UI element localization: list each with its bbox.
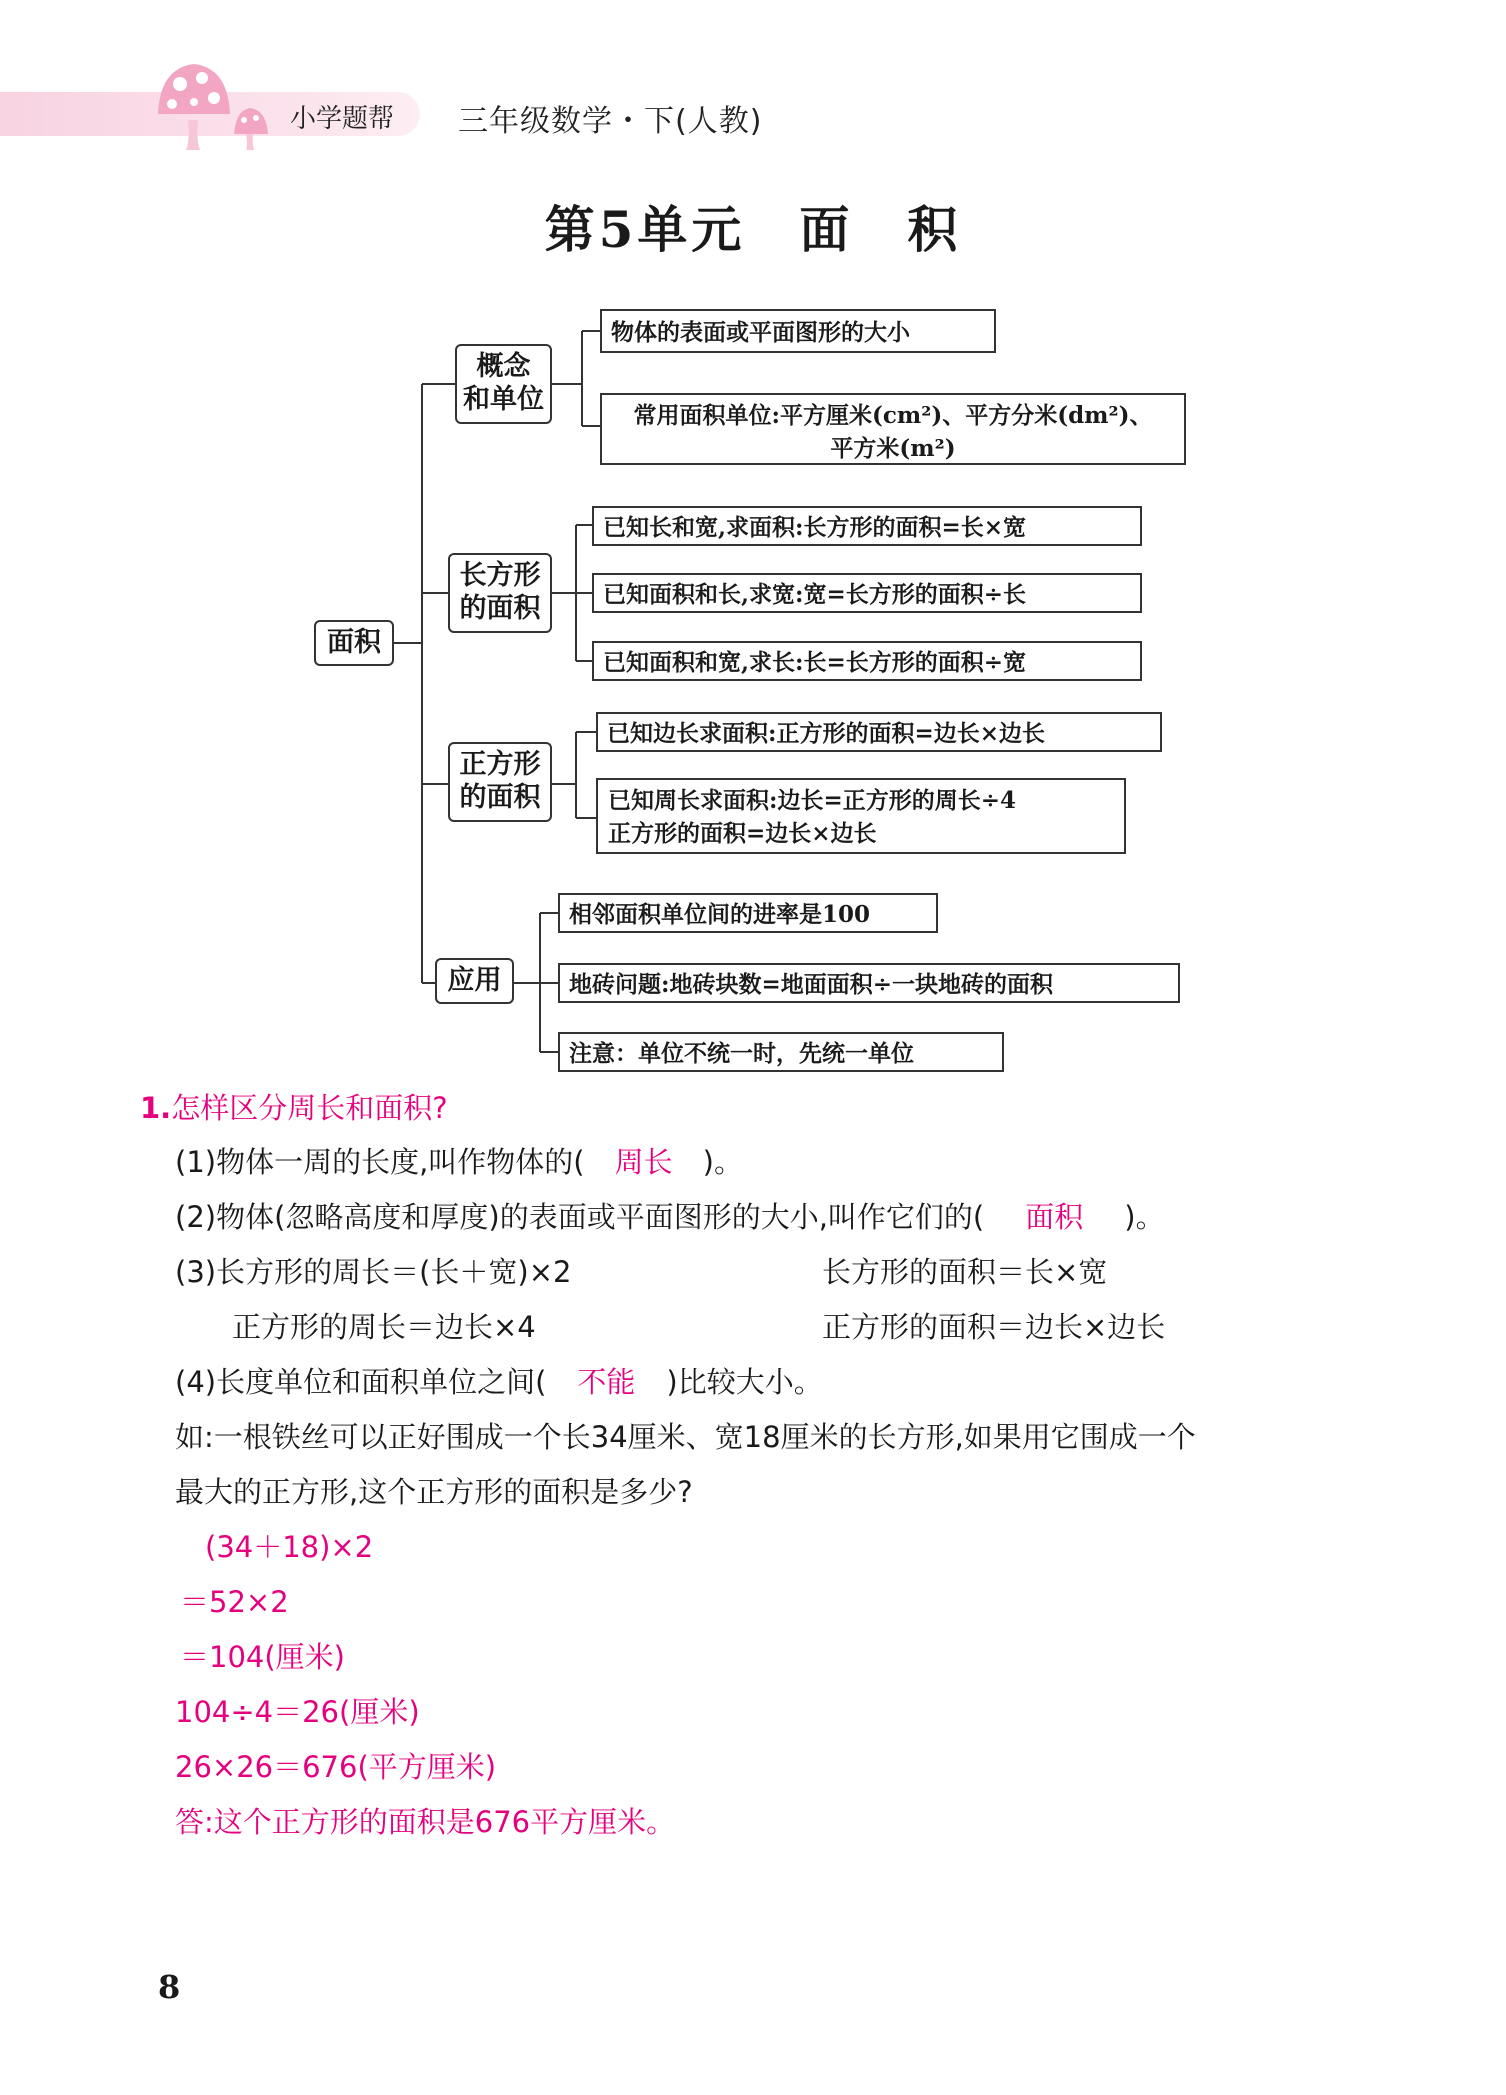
question-item-2 — [175, 1195, 1165, 1236]
item4-answer: 不能 — [577, 1365, 636, 1399]
leaf-square-area: 已知边长求面积:正方形的面积=边长×边长 — [596, 712, 1162, 752]
node-rectangle-line1: 长方形 — [459, 560, 541, 592]
item2-end: )。 — [1124, 1200, 1165, 1234]
item3-rect-area: 长方形的面积＝长×宽 — [822, 1255, 1108, 1289]
leaf-rect-width: 已知面积和长,求宽:宽=长方形的面积÷长 — [592, 573, 1142, 613]
header-brand: 小学题帮 — [290, 104, 395, 134]
leaf-concept-definition: 物体的表面或平面图形的大小 — [600, 309, 996, 353]
leaf-concept-units-line2: 平方米(m²) — [830, 435, 956, 463]
leaf-rect-length: 已知面积和宽,求长:长=长方形的面积÷宽 — [592, 641, 1142, 681]
leaf-concept-units-line1: 常用面积单位:平方厘米(cm²)、平方分米(dm²)、 — [633, 402, 1153, 429]
work-line-5: 26×26＝676(平方厘米) — [175, 1750, 497, 1784]
example-line-2: 最大的正方形,这个正方形的面积是多少? — [175, 1475, 693, 1509]
item1-end: )。 — [702, 1145, 743, 1179]
item2-answer: 面积 — [1025, 1200, 1084, 1234]
item3-square-perimeter: 正方形的周长＝边长×4 — [232, 1310, 536, 1344]
question-item-1 — [175, 1140, 743, 1181]
node-application: 应用 — [435, 958, 514, 1004]
item3-rect-perimeter: (3)长方形的周长＝(长＋宽)×2 — [175, 1255, 572, 1289]
node-concept — [455, 344, 552, 424]
item1-answer: 周长 — [614, 1145, 673, 1179]
example-line-1: 如:一根铁丝可以正好围成一个长34厘米、宽18厘米的长方形,如果用它围成一个 — [175, 1420, 1196, 1454]
leaf-square-perimeter-line1: 已知周长求面积:边长=正方形的周长÷4 — [608, 787, 1017, 814]
item1-text: (1)物体一周的长度,叫作物体的( — [175, 1145, 585, 1179]
page-number: 8 — [158, 1968, 181, 2006]
leaf-concept-units — [600, 393, 1186, 465]
work-line-4: 104÷4＝26(厘米) — [175, 1695, 420, 1729]
item4-text: (4)长度单位和面积单位之间( — [175, 1365, 547, 1399]
leaf-square-perimeter — [596, 778, 1126, 854]
node-square-line2: 的面积 — [459, 782, 541, 813]
question-title: 怎样区分周长和面积? — [171, 1091, 448, 1125]
work-line-3: ＝104(厘米) — [180, 1640, 345, 1674]
item3-square-area: 正方形的面积＝边长×边长 — [822, 1310, 1166, 1344]
work-line-1: (34＋18)×2 — [205, 1530, 374, 1564]
page-title: 第5单元 面 积 — [544, 200, 962, 259]
leaf-square-perimeter-line2: 正方形的面积=边长×边长 — [608, 820, 877, 848]
leaf-apply-rate: 相邻面积单位间的进率是100 — [558, 893, 938, 933]
node-square — [448, 742, 552, 822]
item4-end: )比较大小。 — [666, 1365, 823, 1399]
node-concept-line1: 概念 — [476, 351, 531, 383]
work-line-2: ＝52×2 — [180, 1585, 289, 1619]
question-item-4 — [175, 1360, 823, 1401]
node-rectangle-line2: 的面积 — [459, 593, 541, 624]
question-heading — [140, 1086, 448, 1127]
leaf-apply-note: 注意：单位不统一时，先统一单位 — [558, 1032, 1004, 1072]
header-subject: 三年级数学・下(人教) — [458, 104, 763, 139]
work-answer: 答:这个正方形的面积是676平方厘米。 — [175, 1805, 676, 1839]
node-concept-line2: 和单位 — [463, 384, 544, 415]
leaf-apply-tiles: 地砖问题:地砖块数=地面面积÷一块地砖的面积 — [558, 963, 1180, 1003]
node-square-line1: 正方形 — [459, 749, 541, 781]
node-rectangle — [448, 553, 552, 633]
leaf-rect-area: 已知长和宽,求面积:长方形的面积=长×宽 — [592, 506, 1142, 546]
item2-text: (2)物体(忽略高度和厚度)的表面或平面图形的大小,叫作它们的( — [175, 1200, 985, 1234]
mindmap-root: 面积 — [314, 620, 394, 666]
question-number: 1. — [140, 1091, 172, 1125]
